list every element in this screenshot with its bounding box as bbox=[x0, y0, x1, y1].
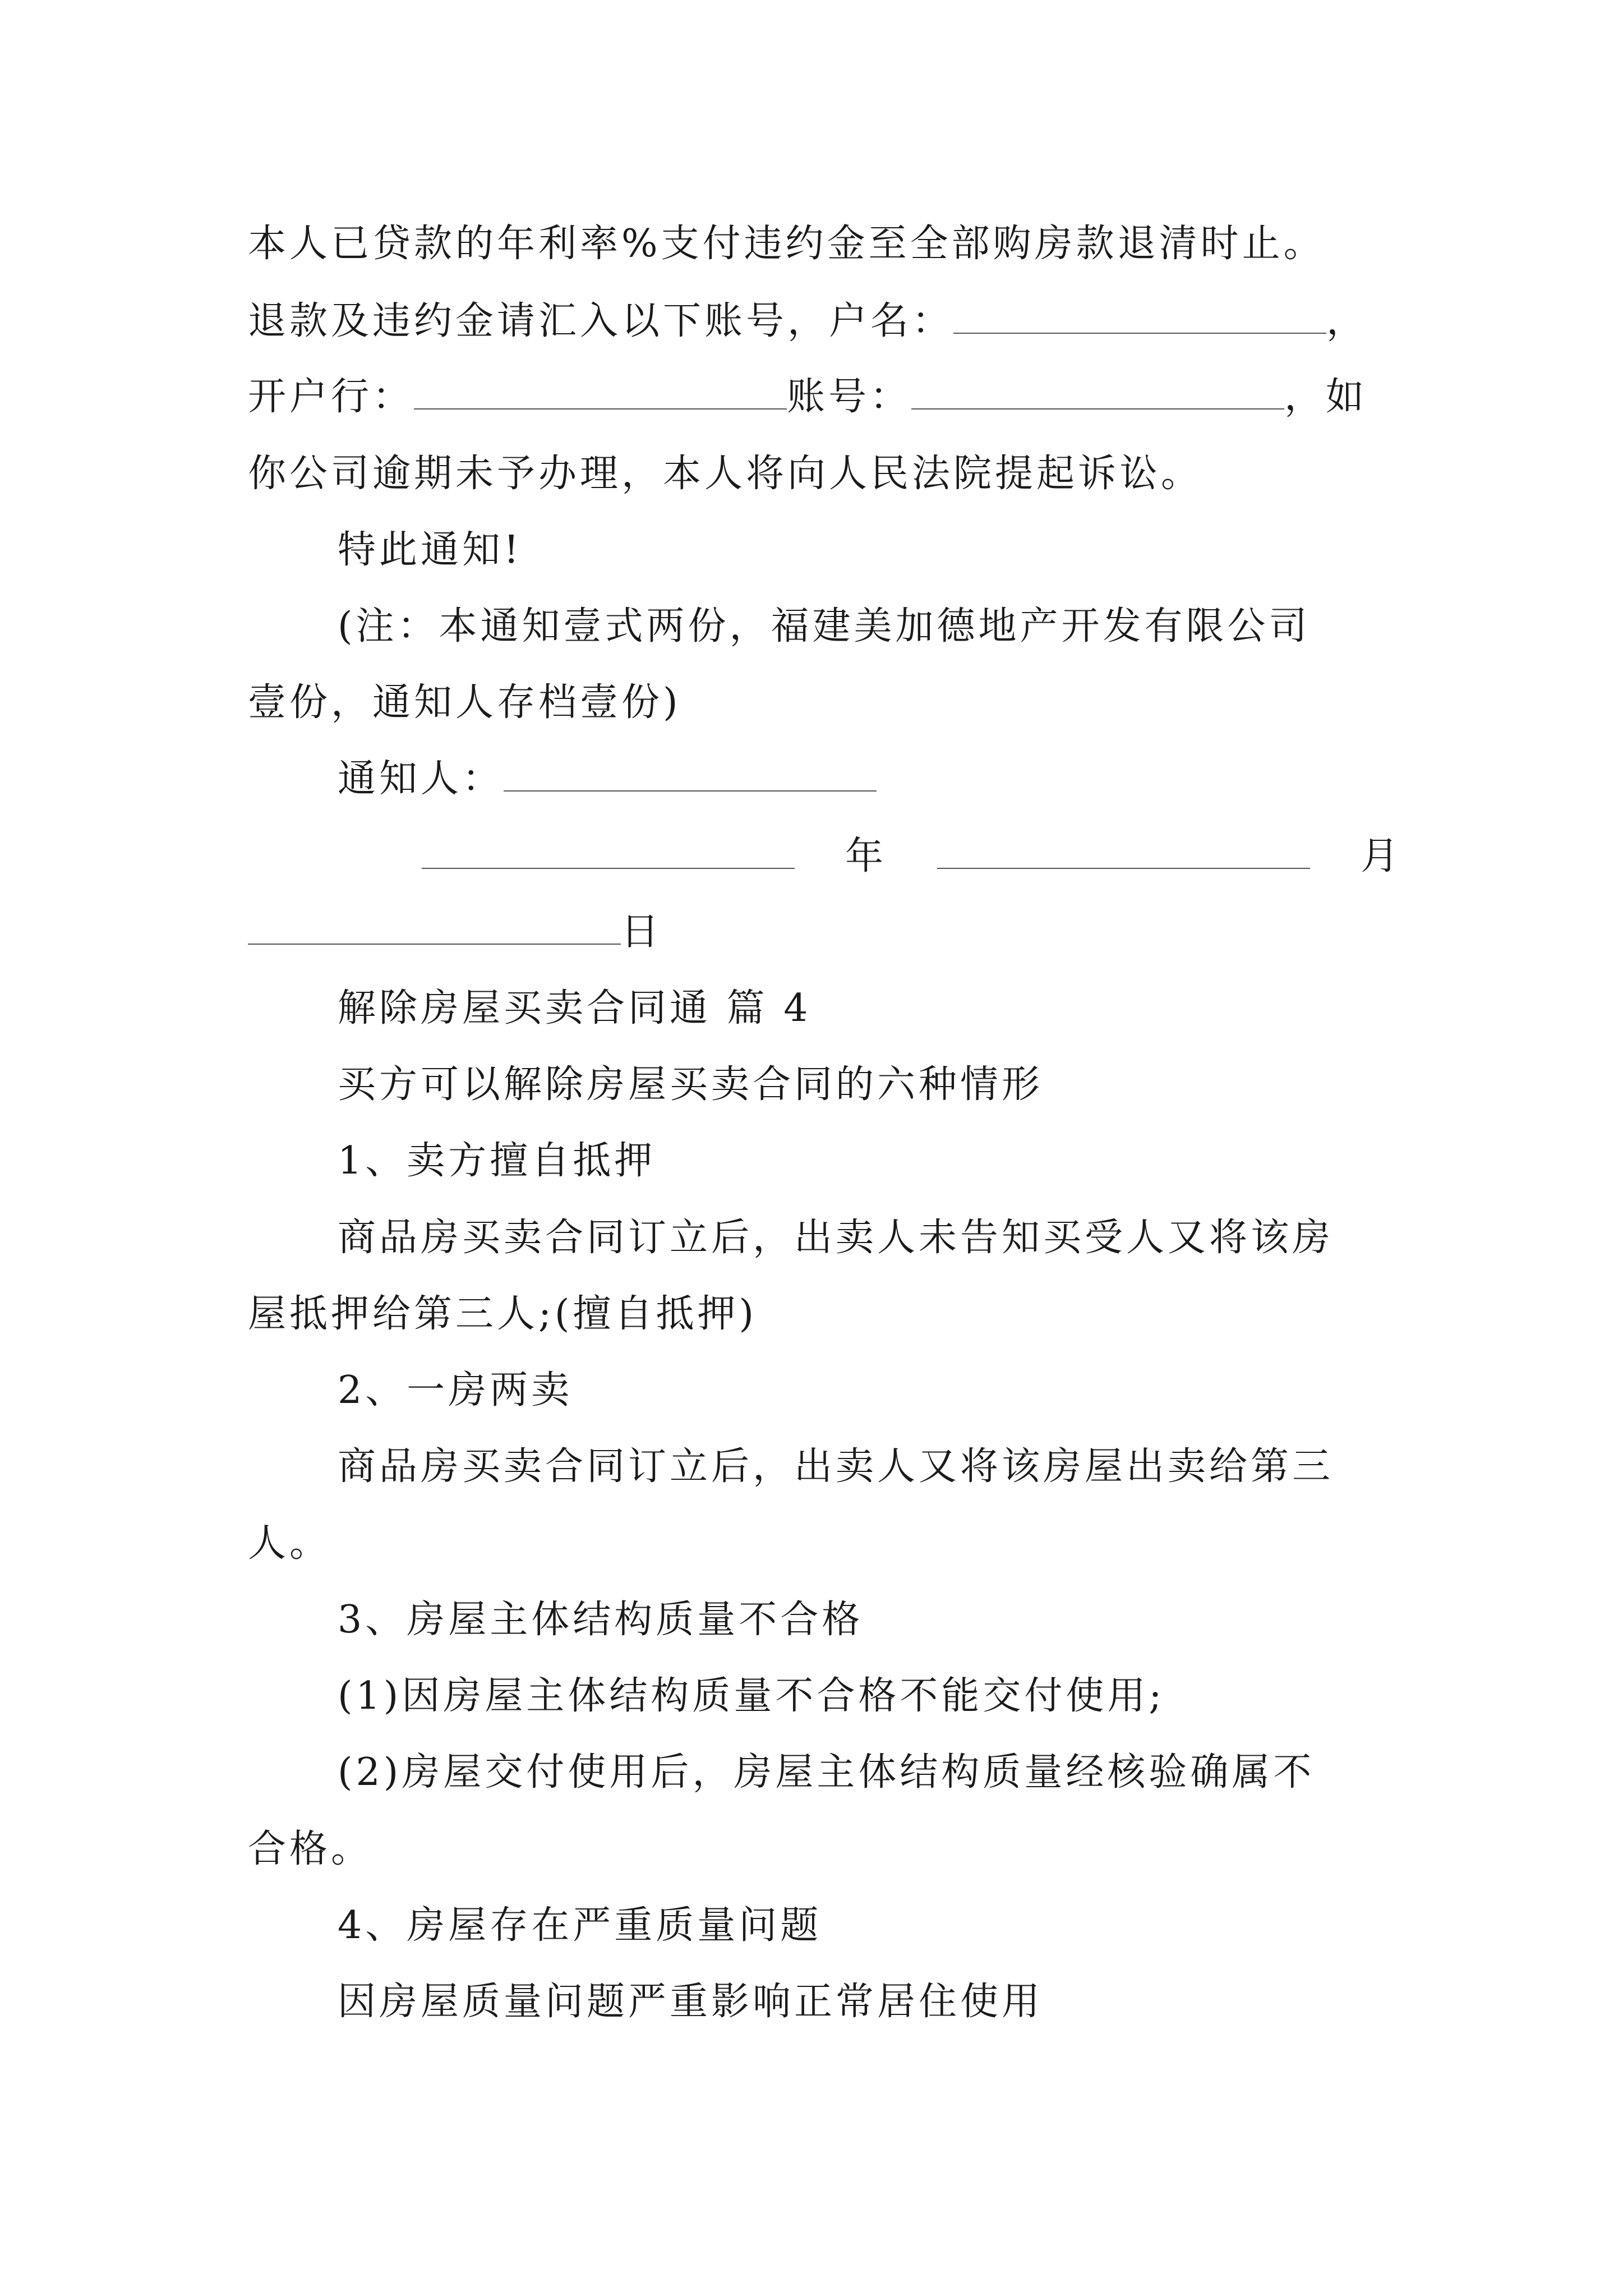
text: 人。 bbox=[248, 1521, 331, 1566]
date-line bbox=[422, 834, 1402, 879]
text: (注：本通知壹式两份，福建美加德地产开发有限公司 bbox=[338, 604, 1311, 648]
text: 账号： bbox=[787, 375, 912, 419]
text: 商品房买卖合同订立后，出卖人又将该房屋出卖给第三 bbox=[338, 1444, 1334, 1489]
account-number-blank bbox=[911, 377, 1284, 409]
text: 4、房屋存在严重质量问题 bbox=[338, 1903, 822, 1948]
paragraph-line bbox=[338, 757, 877, 802]
text: 本人已贷款的年利率%支付违约金至全部购房款退清时止。 bbox=[248, 222, 1325, 266]
paragraph-line bbox=[338, 1062, 1043, 1107]
text: 2、一房两卖 bbox=[338, 1368, 573, 1412]
text: 商品房买卖合同订立后，出卖人未告知买受人又将该房 bbox=[338, 1216, 1334, 1260]
text: 屋抵押给第三人;(擅自抵押) bbox=[248, 1292, 757, 1336]
day-label: 日 bbox=[621, 910, 663, 954]
paragraph-line bbox=[248, 375, 1367, 420]
text: 壹份，通知人存档壹份) bbox=[248, 680, 681, 725]
paragraph-line bbox=[248, 1521, 331, 1566]
paragraph-line bbox=[338, 604, 1311, 649]
day-blank bbox=[248, 912, 621, 945]
notifier-blank bbox=[504, 759, 877, 792]
paragraph-line bbox=[248, 1827, 372, 1872]
text: (1)因房屋主体结构质量不合格不能交付使用; bbox=[338, 1674, 1165, 1718]
month-label: 月 bbox=[1361, 834, 1403, 878]
list-item bbox=[338, 1368, 573, 1413]
text: ， bbox=[1326, 299, 1368, 343]
year-blank bbox=[422, 836, 795, 869]
section-heading bbox=[338, 986, 811, 1031]
paragraph-line bbox=[338, 1674, 1165, 1719]
paragraph-line bbox=[248, 452, 1202, 496]
text: 因房屋质量问题严重影响正常居住使用 bbox=[338, 1980, 1044, 2024]
text: 合格。 bbox=[248, 1827, 373, 1871]
month-blank bbox=[937, 836, 1310, 869]
list-item bbox=[338, 1903, 822, 1948]
paragraph-line bbox=[338, 528, 522, 573]
text: 特此通知! bbox=[338, 528, 523, 572]
date-line bbox=[248, 910, 662, 955]
text: 3、房屋主体结构质量不合格 bbox=[338, 1598, 864, 1642]
text: ，如 bbox=[1284, 375, 1368, 419]
paragraph-line bbox=[248, 222, 1325, 266]
paragraph-line bbox=[248, 299, 1368, 344]
text: 通知人： bbox=[338, 757, 504, 801]
text: (2)房屋交付使用后，房屋主体结构质量经核验确属不 bbox=[338, 1750, 1315, 1795]
paragraph-line bbox=[248, 1292, 757, 1337]
account-name-blank bbox=[953, 301, 1326, 334]
list-item bbox=[338, 1598, 863, 1642]
paragraph-line bbox=[338, 1216, 1334, 1260]
year-label: 年 bbox=[845, 834, 887, 878]
text: 1、卖方擅自抵押 bbox=[338, 1139, 656, 1183]
paragraph-line bbox=[248, 680, 681, 725]
text: 开户行： bbox=[248, 375, 414, 419]
paragraph-line bbox=[338, 1750, 1315, 1795]
text: 解除房屋买卖合同通 篇 4 bbox=[338, 986, 811, 1030]
list-item bbox=[338, 1139, 656, 1184]
text: 你公司逾期未予办理，本人将向人民法院提起诉讼。 bbox=[248, 452, 1203, 496]
text: 退款及违约金请汇入以下账号，户名： bbox=[248, 299, 954, 343]
paragraph-line bbox=[338, 1444, 1334, 1489]
bank-blank bbox=[414, 377, 787, 409]
text: 买方可以解除房屋买卖合同的六种情形 bbox=[338, 1062, 1044, 1107]
paragraph-line bbox=[338, 1980, 1043, 2024]
